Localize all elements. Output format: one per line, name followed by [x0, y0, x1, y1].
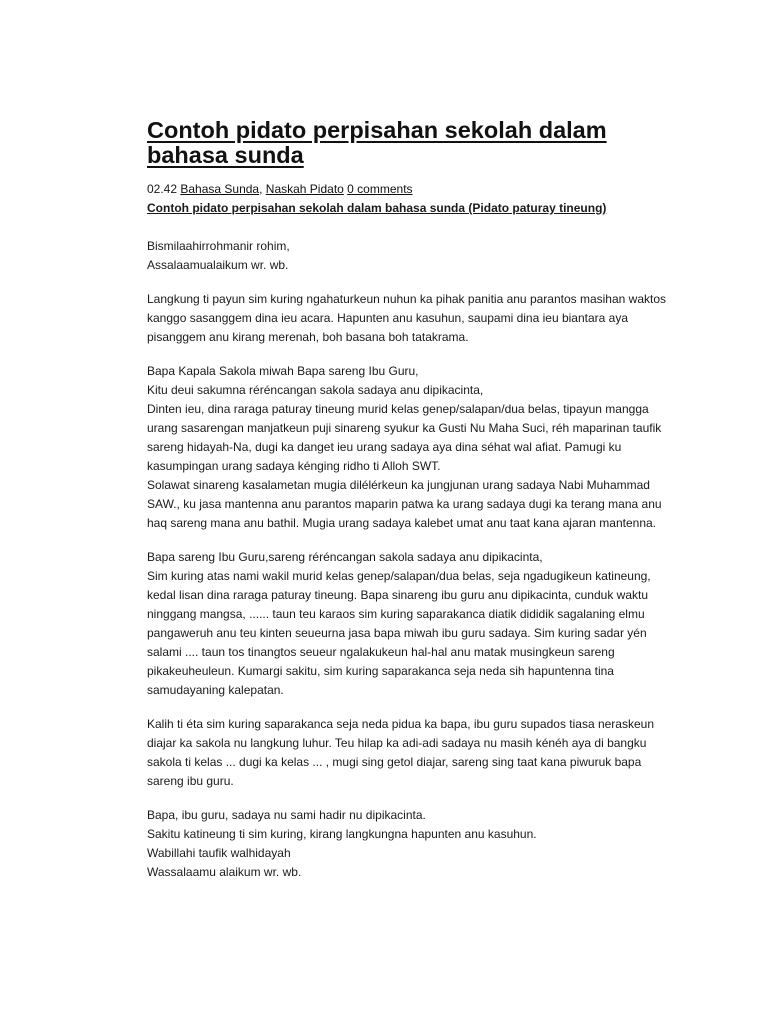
comments-link[interactable]: 0 comments: [347, 182, 413, 196]
text-line: Solawat sinareng kasalametan mugia dilélérkeun ka jungjunan urang sadaya Nabi Muhammad: [147, 478, 650, 492]
paragraph: [147, 362, 662, 533]
post-title[interactable]: Contoh pidato perpisahan sekolah dalam bahasa sunda: [147, 117, 607, 168]
text-line: Dinten ieu, dina raraga paturay tineung murid kelas genep/salapan/dua belas, tipayun mangga: [147, 402, 649, 416]
text-line: urang sasarengan manjatkeun puji sinareng syukur ka Gusti Nu Maha Suci, réh maparinan taufik: [147, 421, 662, 435]
paragraph: [147, 290, 667, 347]
text-line: Kalih ti éta sim kuring saparakanca seja neda pidua ka bapa, ibu guru supados tiasa neraskeun: [147, 717, 654, 731]
text-line: sakola ti kelas ... dugi ka kelas ... , mugi sing getol diajar, sareng sing taat kana piwuruk bapa: [147, 755, 642, 769]
article: [147, 117, 667, 882]
post-subtitle: Contoh pidato perpisahan sekolah dalam bahasa sunda (Pidato paturay tineung): [147, 201, 607, 215]
post-time: 02.42: [147, 182, 178, 196]
paragraph: [147, 548, 651, 700]
text-line: ninggang mangsa, ...... taun teu karaos sim kuring saparakanca diatik dididik sagalaning elmu: [147, 607, 645, 621]
text-line: sareng ibu guru.: [147, 774, 234, 788]
label-link-naskah-pidato[interactable]: Naskah Pidato: [265, 182, 344, 196]
text-line: Sim kuring atas nami wakil murid kelas genep/salapan/dua belas, seja ngadugikeun katineung,: [147, 569, 651, 583]
text-line: samudayaning kalepatan.: [147, 683, 284, 697]
text-line: kasumpingan urang sadaya kénging ridho ti Alloh SWT.: [147, 459, 441, 473]
text-line: Bapa sareng Ibu Guru,sareng réréncangan sakola sadaya anu dipikacinta,: [147, 550, 543, 564]
text-line: Bismilaahirrohmanir rohim,: [147, 239, 290, 253]
text-line: kanggo sasanggem dina ieu acara. Hapunten anu kasuhun, saupami dina ieu biantara aya: [147, 311, 629, 325]
text-line: Sakitu katineung ti sim kuring, kirang langkungna hapunten anu kasuhun.: [147, 827, 537, 841]
text-line: pisanggem anu kirang merenah, boh basana boh tatakrama.: [147, 330, 469, 344]
text-line: sareng hidayah-Na, dugi ka danget ieu urang sadaya aya dina séhat wal afiat. Pamugi ku: [147, 440, 622, 454]
label-link-bahasa-sunda[interactable]: Bahasa Sunda: [180, 182, 260, 196]
text-line: haq sareng mana anu bathil. Mugia urang sadaya kalebet umat anu taat kana ajaran mantenna.: [147, 516, 657, 530]
text-line: pangaweruh anu teu kinten seueurna jasa bapa miwah ibu guru sadaya. Sim kuring sadar yén: [147, 626, 647, 640]
post-body: [147, 237, 667, 882]
post-meta: 02.42 Bahasa Sunda, Naskah Pidato 0 comments: [147, 182, 413, 196]
text-line: SAW., ku jasa mantenna anu parantos maparin patwa ka urang sadaya dugi ka terang mana anu: [147, 497, 662, 511]
paragraph: [147, 806, 627, 882]
text-line: pikakeuheuleun. Kumargi sakitu, sim kuring saparakanca seja neda sih hapuntenna tina: [147, 664, 614, 678]
paragraph: [147, 715, 654, 791]
text-line: Langkung ti payun sim kuring ngahaturkeun nuhun ka pihak panitia anu parantos masihan waktos: [147, 292, 667, 306]
paragraph: [147, 237, 627, 275]
text-line: Bapa Kapala Sakola miwah Bapa sareng Ibu Guru,: [147, 364, 419, 378]
text-line: diajar ka sakola nu langkung luhur. Teu hilap ka adi-adi sadaya nu masih kénéh aya di bangku: [147, 736, 647, 750]
text-line: salami .... taun tos tinangtos seueur ngalakukeun hal-hal anu matak musingkeun sareng: [147, 645, 615, 659]
text-line: kedal lisan dina raraga paturay tineung. Bapa sinareng ibu guru anu dipikacinta, cunduk waktu: [147, 588, 648, 602]
text-line: Bapa, ibu guru, sadaya nu sami hadir nu dipikacinta.: [147, 808, 426, 822]
text-line: Wabillahi taufik walhidayah: [147, 846, 291, 860]
text-line: Assalaamualaikum wr. wb.: [147, 258, 289, 272]
text-line: Wassalaamu alaikum wr. wb.: [147, 865, 302, 879]
text-line: Kitu deui sakumna réréncangan sakola sadaya anu dipikacinta,: [147, 383, 484, 397]
